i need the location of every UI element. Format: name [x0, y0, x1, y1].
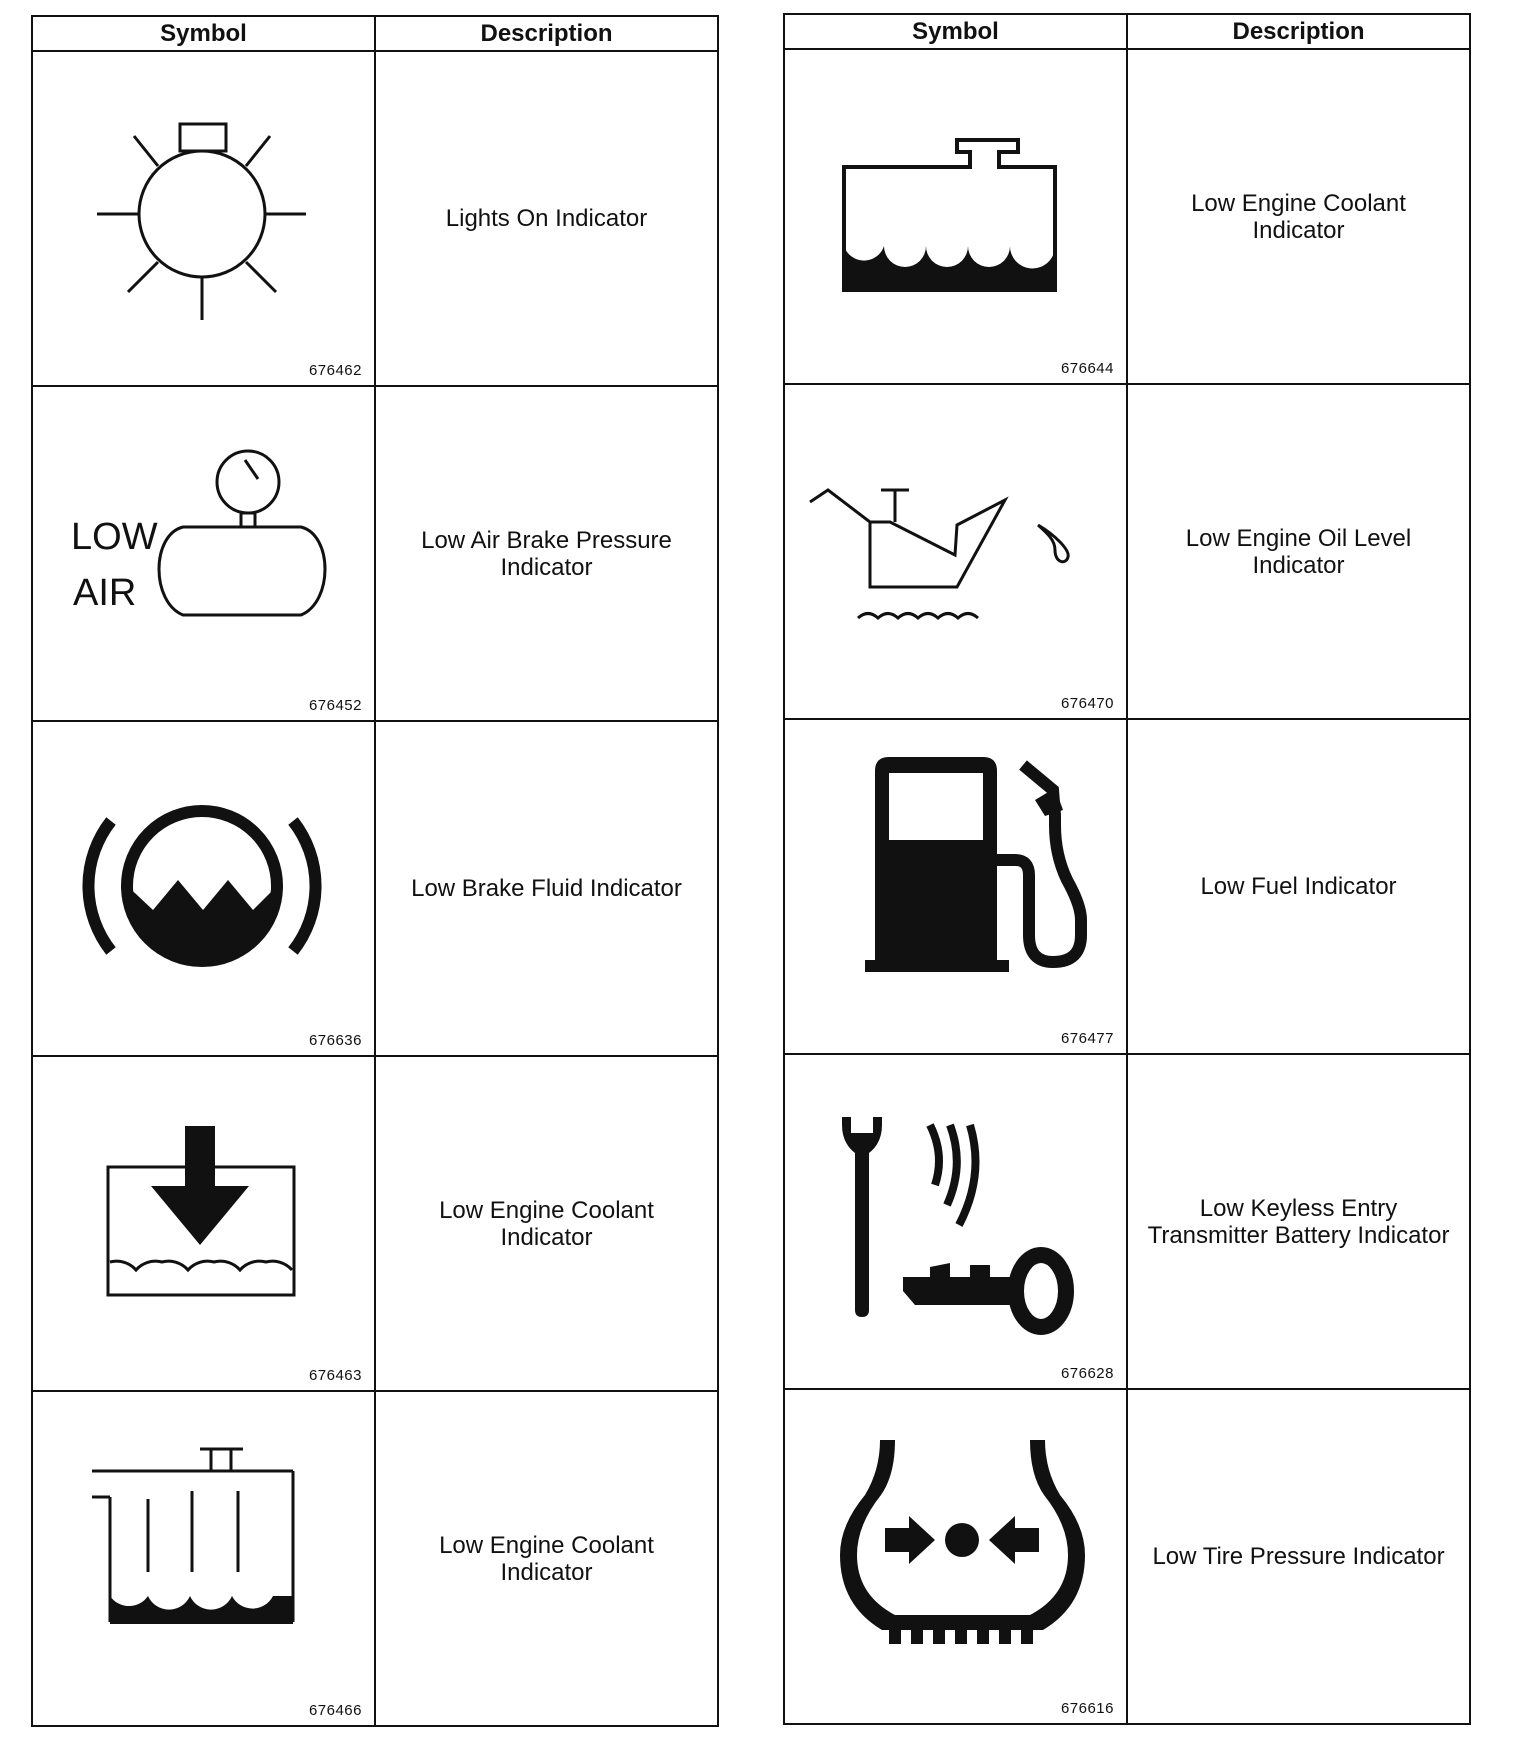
- low-air-brake-pressure-icon: [33, 387, 376, 720]
- symbol-header: Symbol: [784, 14, 1127, 49]
- description-cell: [1127, 384, 1470, 719]
- table-row: [32, 51, 718, 386]
- air-label: AIR: [73, 572, 137, 614]
- table-row: [784, 1054, 1470, 1389]
- part-number: 676466: [308, 1702, 362, 1719]
- description-text: Low Brake Fluid Indicator: [411, 875, 682, 902]
- description-text: Low Fuel Indicator: [1200, 873, 1397, 900]
- symbol-cell: [784, 49, 1127, 384]
- indicator-table-left: [31, 15, 719, 1727]
- description-cell: [375, 1391, 718, 1726]
- description-header: Description: [375, 16, 718, 51]
- part-number: 676462: [308, 362, 362, 379]
- part-number: 676636: [308, 1032, 362, 1049]
- symbol-cell: [32, 386, 375, 721]
- description-cell: [1127, 1054, 1470, 1389]
- symbol-cell: [784, 719, 1127, 1054]
- description-text: Low Engine Coolant Indicator: [439, 1531, 654, 1586]
- table-row: [784, 719, 1470, 1054]
- description-cell: [1127, 719, 1470, 1054]
- part-number: 676463: [308, 1367, 362, 1384]
- description-cell: [375, 51, 718, 386]
- description-text: Low Engine Coolant Indicator: [439, 1196, 654, 1251]
- symbol-cell: [784, 1054, 1127, 1389]
- table-row: [784, 1389, 1470, 1724]
- brake-fluid-icon: [33, 722, 376, 1055]
- description-cell: [375, 1056, 718, 1391]
- description-cell: [1127, 1389, 1470, 1724]
- radiator-icon: [33, 1392, 376, 1725]
- part-number: 676628: [1060, 1365, 1114, 1382]
- description-text: Low Engine Coolant Indicator: [1191, 189, 1406, 244]
- symbol-cell: [32, 721, 375, 1056]
- table-row: [32, 1056, 718, 1391]
- description-cell: [375, 386, 718, 721]
- symbol-cell: [32, 51, 375, 386]
- symbol-header: Symbol: [32, 16, 375, 51]
- fuel-pump-icon: [785, 720, 1128, 1053]
- part-number: 676452: [308, 697, 362, 714]
- table-row: [784, 384, 1470, 719]
- coolant-tank-icon: [785, 50, 1128, 383]
- table-row: [784, 49, 1470, 384]
- part-number: 676470: [1060, 695, 1114, 712]
- description-text: Low Air Brake Pressure Indicator: [421, 526, 672, 581]
- description-text: Low Keyless Entry Transmitter Battery Indicator: [1147, 1194, 1450, 1249]
- description-cell: [375, 721, 718, 1056]
- symbol-cell: [784, 1389, 1127, 1724]
- oil-can-icon: [785, 385, 1128, 718]
- part-number: 676644: [1060, 360, 1114, 377]
- description-text: Lights On Indicator: [445, 205, 648, 232]
- description-text: Low Tire Pressure Indicator: [1152, 1543, 1445, 1570]
- symbol-cell: [32, 1391, 375, 1726]
- coolant-arrow-icon: [33, 1057, 376, 1390]
- tire-pressure-icon: [785, 1390, 1128, 1723]
- symbol-cell: [32, 1056, 375, 1391]
- description-header: Description: [1127, 14, 1470, 49]
- lights-on-icon: [33, 52, 376, 385]
- low-label: LOW: [71, 516, 158, 558]
- part-number: 676616: [1060, 1700, 1114, 1717]
- keyless-entry-battery-icon: [785, 1055, 1128, 1388]
- indicator-table-right: [783, 13, 1471, 1725]
- table-row: [32, 1391, 718, 1726]
- part-number: 676477: [1060, 1030, 1114, 1047]
- table-row: [32, 721, 718, 1056]
- description-cell: [1127, 49, 1470, 384]
- table-row: [32, 386, 718, 721]
- symbol-cell: [784, 384, 1127, 719]
- description-text: Low Engine Oil Level Indicator: [1185, 524, 1412, 579]
